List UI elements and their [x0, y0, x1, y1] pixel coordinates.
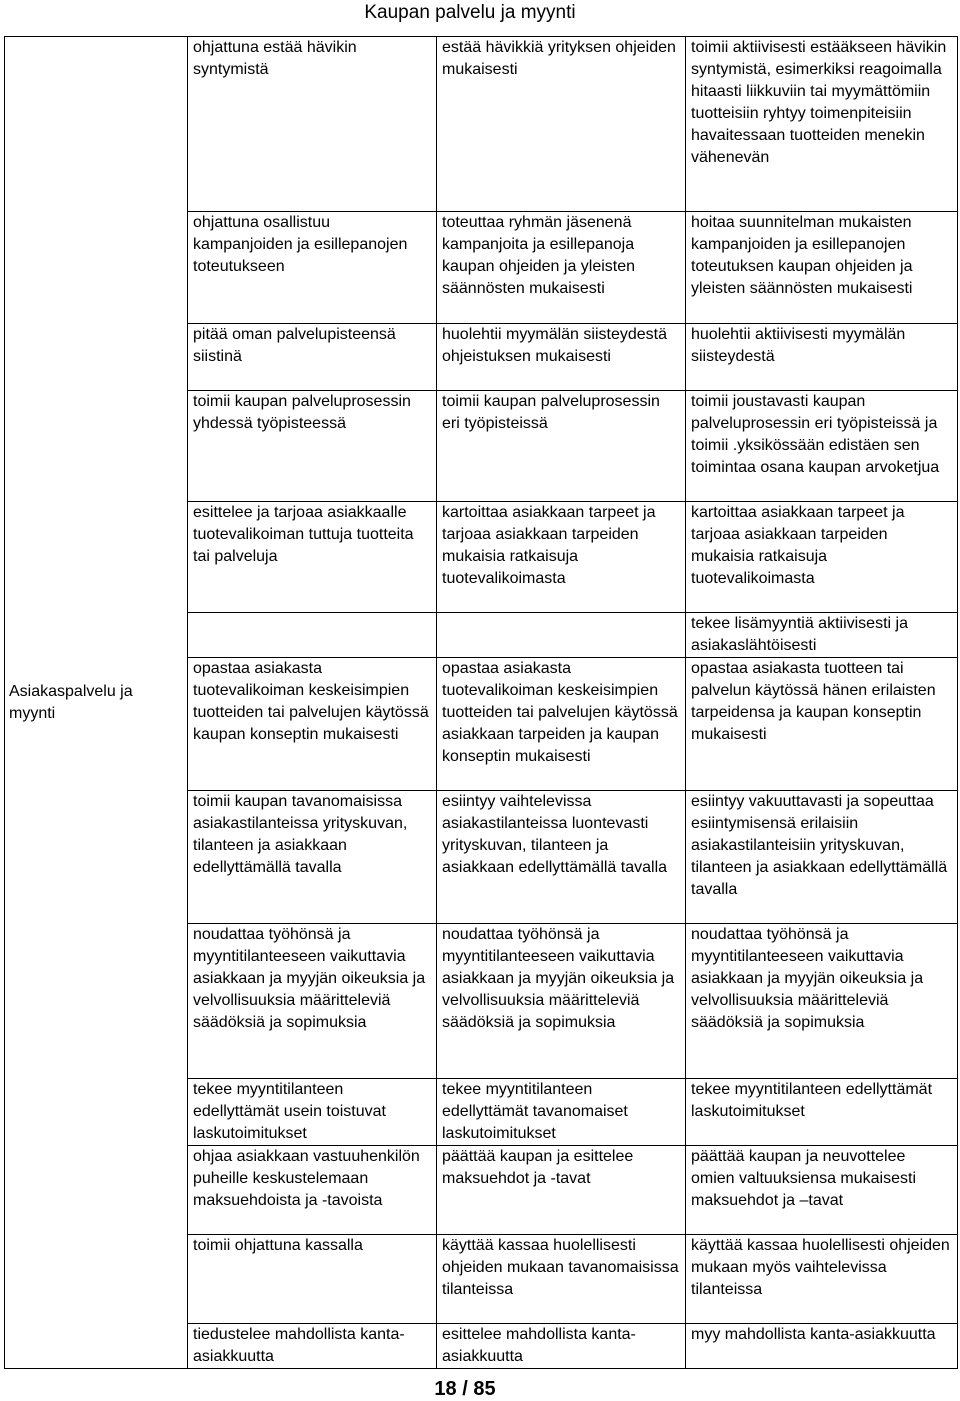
table-cell: noudattaa työhönsä ja myyntitilanteeseen vaikuttavia asiakkaan ja myyjän oikeuksia ja velvollisuuksia määritteleviä säädöksiä ja sopimuksia	[188, 924, 437, 1079]
table-cell: esittelee ja tarjoaa asiakkaalle tuotevalikoiman tuttuja tuotteita tai palveluja	[188, 502, 437, 613]
table-cell: toimii joustavasti kaupan palveluprosessin eri työpisteissä ja toimii .yksikössään edistäen sen toimintaa osana kaupan arvoketjua	[686, 391, 958, 502]
table-cell: tekee lisämyyntiä aktiivisesti ja asiakaslähtöisesti	[686, 613, 958, 658]
table-cell: esiintyy vaihtelevissa asiakastilanteissa luontevasti yrityskuvan, tilanteen ja asiakkaan edellyttämällä tavalla	[437, 791, 686, 924]
table-cell: käyttää kassaa huolellisesti ohjeiden mukaan myös vaihtelevissa tilanteissa	[686, 1235, 958, 1324]
table-cell: esittelee mahdollista kanta-asiakkuutta	[437, 1324, 686, 1369]
area-label-cell	[5, 37, 188, 1369]
table-cell: estää hävikkiä yrityksen ohjeiden mukaisesti	[437, 37, 686, 212]
table-cell: tiedustelee mahdollista kanta-asiakkuutta	[188, 1324, 437, 1369]
table-cell: käyttää kassaa huolellisesti ohjeiden mukaan tavanomaisissa tilanteissa	[437, 1235, 686, 1324]
table-cell: esiintyy vakuuttavasti ja sopeuttaa esiintymisensä erilaisiin asiakastilanteisiin yrityskuvan, tilanteen ja asiakkaan edellyttämällä tavalla	[686, 791, 958, 924]
table-cell: kartoittaa asiakkaan tarpeet ja tarjoaa asiakkaan tarpeiden mukaisia ratkaisuja tuotevalikoimasta	[437, 502, 686, 613]
table-cell: toimii kaupan tavanomaisissa asiakastilanteissa yrityskuvan, tilanteen ja asiakkaan edellyttämällä tavalla	[188, 791, 437, 924]
table-cell: toteuttaa ryhmän jäsenenä kampanjoita ja esillepanoja kaupan ohjeiden ja yleisten säännösten mukaisesti	[437, 212, 686, 324]
criteria-table	[4, 36, 958, 1369]
table-cell: noudattaa työhönsä ja myyntitilanteeseen vaikuttavia asiakkaan ja myyjän oikeuksia ja velvollisuuksia määritteleviä säädöksiä ja sopimuksia	[686, 924, 958, 1079]
table-cell: myy mahdollista kanta-asiakkuutta	[686, 1324, 958, 1369]
table-cell: opastaa asiakasta tuotevalikoiman keskeisimpien tuotteiden tai palvelujen käytössä kaupan konseptin mukaisesti	[188, 658, 437, 791]
table-cell: toimii kaupan palveluprosessin yhdessä työpisteessä	[188, 391, 437, 502]
table-cell: kartoittaa asiakkaan tarpeet ja tarjoaa asiakkaan tarpeiden mukaisia ratkaisuja tuotevalikoimasta	[686, 502, 958, 613]
table-cell: ohjattuna estää hävikin syntymistä	[188, 37, 437, 212]
page-title: Kaupan palvelu ja myynti	[364, 2, 576, 23]
table-cell: toimii aktiivisesti estääkseen hävikin syntymistä, esimerkiksi reagoimalla hitaasti liikkuviin tai myymättömiin tuotteisiin ryhtyy toimenpiteisiin havaitessaan tuotteiden menekin vähenevän	[686, 37, 958, 212]
table-cell	[437, 613, 686, 658]
table-cell: tekee myyntitilanteen edellyttämät usein toistuvat laskutoimitukset	[188, 1079, 437, 1146]
page-number: 18 / 85	[434, 1378, 496, 1400]
table-cell: toimii kaupan palveluprosessin eri työpisteissä	[437, 391, 686, 502]
table-cell: noudattaa työhönsä ja myyntitilanteeseen vaikuttavia asiakkaan ja myyjän oikeuksia ja velvollisuuksia määritteleviä säädöksiä ja sopimuksia	[437, 924, 686, 1079]
table-cell: päättää kaupan ja esittelee maksuehdot ja -tavat	[437, 1146, 686, 1235]
table-row	[5, 37, 958, 212]
table-cell: pitää oman palvelupisteensä siistinä	[188, 324, 437, 391]
table-cell: tekee myyntitilanteen edellyttämät laskutoimitukset	[686, 1079, 958, 1146]
table-cell: huolehtii aktiivisesti myymälän siisteydestä	[686, 324, 958, 391]
table-cell: päättää kaupan ja neuvottelee omien valtuuksiensa mukaisesti maksuehdot ja –tavat	[686, 1146, 958, 1235]
area-label: Asiakaspalvelu ja myynti	[9, 682, 133, 722]
table-cell: toimii ohjattuna kassalla	[188, 1235, 437, 1324]
table-cell: ohjattuna osallistuu kampanjoiden ja esillepanojen toteutukseen	[188, 212, 437, 324]
table-cell: tekee myyntitilanteen edellyttämät tavanomaiset laskutoimitukset	[437, 1079, 686, 1146]
table-cell: opastaa asiakasta tuotteen tai palvelun käytössä hänen erilaisten tarpeidensa ja kaupan konseptin mukaisesti	[686, 658, 958, 791]
table-cell: huolehtii myymälän siisteydestä ohjeistuksen mukaisesti	[437, 324, 686, 391]
table-cell	[188, 613, 437, 658]
table-cell: ohjaa asiakkaan vastuuhenkilön puheille keskustelemaan maksuehdoista ja -tavoista	[188, 1146, 437, 1235]
criteria-table-wrapper	[4, 36, 957, 1371]
table-cell: opastaa asiakasta tuotevalikoiman keskeisimpien tuotteiden tai palvelujen käytössä asiakkaan tarpeiden ja kaupan konseptin mukaisesti	[437, 658, 686, 791]
table-cell: hoitaa suunnitelman mukaisten kampanjoiden ja esillepanojen toteutuksen kaupan ohjeiden ja yleisten säännösten mukaisesti	[686, 212, 958, 324]
